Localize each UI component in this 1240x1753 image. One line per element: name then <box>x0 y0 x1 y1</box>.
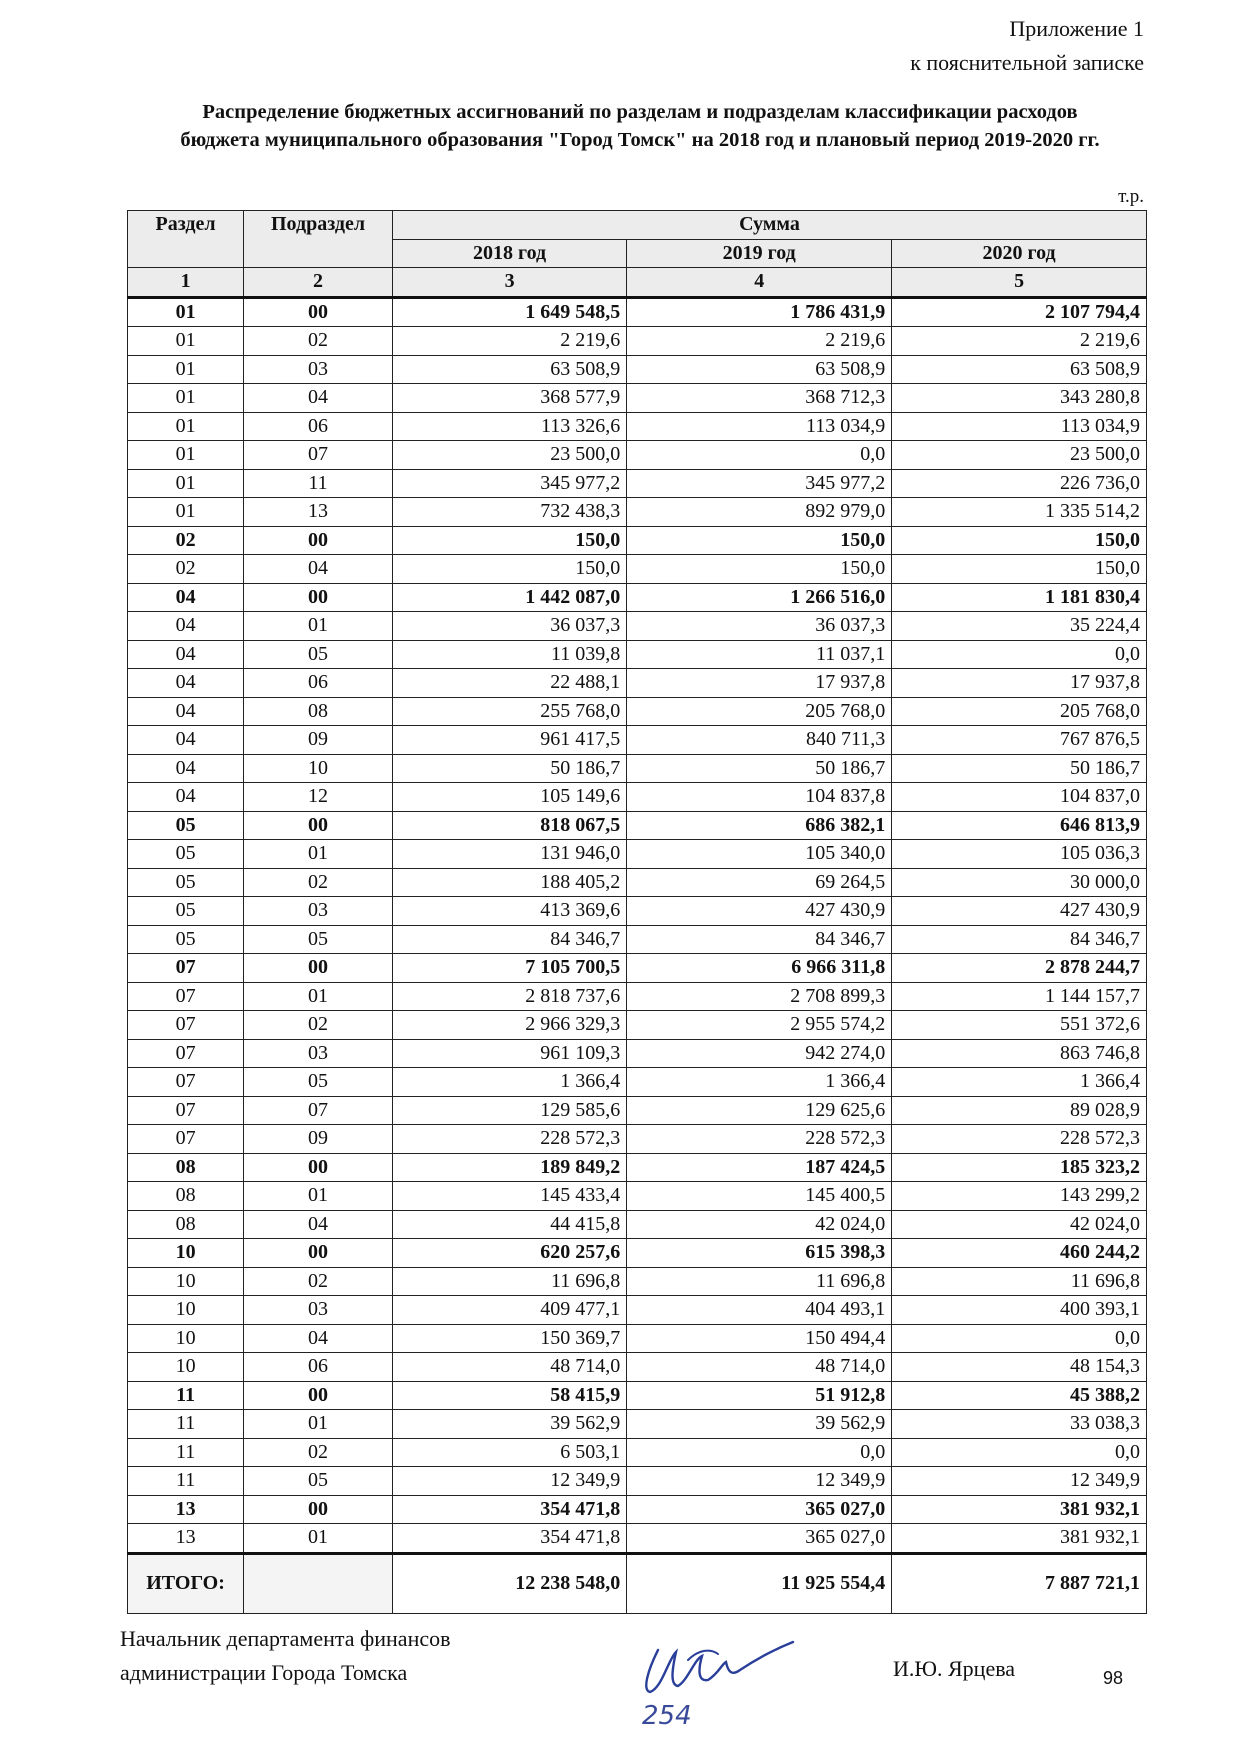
handwritten-number: 254 <box>642 1701 692 1730</box>
cell-section: 01 <box>128 412 244 441</box>
col-number-1: 1 <box>128 268 244 298</box>
cell-2018: 48 714,0 <box>392 1353 626 1382</box>
cell-2018: 11 696,8 <box>392 1267 626 1296</box>
cell-subsection: 00 <box>244 1381 393 1410</box>
cell-2018: 961 109,3 <box>392 1039 626 1068</box>
cell-section: 04 <box>128 583 244 612</box>
cell-section: 13 <box>128 1495 244 1524</box>
cell-2020: 33 038,3 <box>892 1410 1147 1439</box>
cell-2020: 427 430,9 <box>892 897 1147 926</box>
table-row <box>128 640 1147 669</box>
cell-subsection: 00 <box>244 811 393 840</box>
cell-2019: 39 562,9 <box>627 1410 892 1439</box>
cell-2020: 17 937,8 <box>892 669 1147 698</box>
unit-label: т.р. <box>1118 186 1144 207</box>
cell-subsection: 11 <box>244 469 393 498</box>
cell-subsection: 02 <box>244 868 393 897</box>
table-row <box>128 1239 1147 1268</box>
table-row <box>128 1353 1147 1382</box>
cell-2019: 145 400,5 <box>627 1182 892 1211</box>
table-row <box>128 1182 1147 1211</box>
table-row <box>128 925 1147 954</box>
cell-2020: 205 768,0 <box>892 697 1147 726</box>
cell-2019: 228 572,3 <box>627 1125 892 1154</box>
cell-2020: 12 349,9 <box>892 1467 1147 1496</box>
cell-2019: 615 398,3 <box>627 1239 892 1268</box>
cell-2020: 1 144 157,7 <box>892 982 1147 1011</box>
cell-2020: 381 932,1 <box>892 1495 1147 1524</box>
cell-2020: 23 500,0 <box>892 441 1147 470</box>
cell-2018: 961 417,5 <box>392 726 626 755</box>
cell-subsection: 01 <box>244 1410 393 1439</box>
cell-2019: 2 708 899,3 <box>627 982 892 1011</box>
cell-2020: 113 034,9 <box>892 412 1147 441</box>
cell-subsection: 07 <box>244 1096 393 1125</box>
cell-subsection: 00 <box>244 297 393 327</box>
position-line-1: Начальник департамента финансов <box>120 1626 451 1651</box>
cell-2019: 11 696,8 <box>627 1267 892 1296</box>
cell-2018: 189 849,2 <box>392 1153 626 1182</box>
table-row <box>128 811 1147 840</box>
cell-2018: 113 326,6 <box>392 412 626 441</box>
table-row <box>128 1381 1147 1410</box>
col-header-2019: 2019 год <box>627 239 892 268</box>
cell-2018: 7 105 700,5 <box>392 954 626 983</box>
cell-2019: 1 366,4 <box>627 1068 892 1097</box>
cell-2020: 105 036,3 <box>892 840 1147 869</box>
cell-subsection: 00 <box>244 1495 393 1524</box>
cell-subsection: 13 <box>244 498 393 527</box>
cell-2020: 84 346,7 <box>892 925 1147 954</box>
cell-2018: 39 562,9 <box>392 1410 626 1439</box>
cell-2020: 42 024,0 <box>892 1210 1147 1239</box>
cell-subsection: 10 <box>244 754 393 783</box>
cell-2020: 63 508,9 <box>892 355 1147 384</box>
cell-section: 11 <box>128 1438 244 1467</box>
cell-2019: 1 266 516,0 <box>627 583 892 612</box>
cell-section: 08 <box>128 1210 244 1239</box>
cell-2020: 30 000,0 <box>892 868 1147 897</box>
cell-section: 04 <box>128 783 244 812</box>
cell-section: 10 <box>128 1296 244 1325</box>
cell-2020: 1 335 514,2 <box>892 498 1147 527</box>
cell-subsection: 08 <box>244 697 393 726</box>
cell-subsection: 09 <box>244 726 393 755</box>
handwritten-signature <box>628 1630 798 1730</box>
cell-subsection: 03 <box>244 897 393 926</box>
table-row <box>128 1438 1147 1467</box>
table-row <box>128 1068 1147 1097</box>
cell-2018: 188 405,2 <box>392 868 626 897</box>
cell-subsection: 03 <box>244 355 393 384</box>
cell-section: 05 <box>128 897 244 926</box>
cell-2020: 35 224,4 <box>892 612 1147 641</box>
cell-section: 01 <box>128 355 244 384</box>
cell-section: 08 <box>128 1153 244 1182</box>
cell-2019: 105 340,0 <box>627 840 892 869</box>
cell-2018: 6 503,1 <box>392 1438 626 1467</box>
table-row <box>128 1296 1147 1325</box>
cell-subsection: 00 <box>244 1153 393 1182</box>
cell-2018: 50 186,7 <box>392 754 626 783</box>
cell-subsection: 00 <box>244 583 393 612</box>
cell-section: 01 <box>128 469 244 498</box>
cell-2020: 89 028,9 <box>892 1096 1147 1125</box>
cell-2018: 2 219,6 <box>392 327 626 356</box>
cell-section: 07 <box>128 1039 244 1068</box>
table-row <box>128 412 1147 441</box>
cell-section: 02 <box>128 555 244 584</box>
cell-subsection: 07 <box>244 441 393 470</box>
cell-section: 11 <box>128 1381 244 1410</box>
position-line-2: администрации Города Томска <box>120 1660 408 1685</box>
cell-2020: 0,0 <box>892 640 1147 669</box>
cell-2019: 892 979,0 <box>627 498 892 527</box>
col-number-2: 2 <box>244 268 393 298</box>
cell-2018: 23 500,0 <box>392 441 626 470</box>
cell-2018: 228 572,3 <box>392 1125 626 1154</box>
cell-section: 08 <box>128 1182 244 1211</box>
cell-subsection: 01 <box>244 1182 393 1211</box>
cell-2020: 767 876,5 <box>892 726 1147 755</box>
document-title <box>110 98 1170 154</box>
cell-2019: 0,0 <box>627 1438 892 1467</box>
table-row <box>128 726 1147 755</box>
table-row <box>128 612 1147 641</box>
cell-2018: 22 488,1 <box>392 669 626 698</box>
cell-2018: 12 349,9 <box>392 1467 626 1496</box>
cell-subsection: 01 <box>244 1524 393 1554</box>
table-row <box>128 384 1147 413</box>
cell-2020: 228 572,3 <box>892 1125 1147 1154</box>
cell-2018: 354 471,8 <box>392 1524 626 1554</box>
table-row <box>128 783 1147 812</box>
cell-subsection: 03 <box>244 1296 393 1325</box>
title-line-2: бюджета муниципального образования "Город Томск" на 2018 год и плановый период 2019-2020 гг. <box>180 129 1100 151</box>
cell-2019: 1 786 431,9 <box>627 297 892 327</box>
cell-subsection: 02 <box>244 1011 393 1040</box>
cell-section: 01 <box>128 297 244 327</box>
cell-subsection: 05 <box>244 640 393 669</box>
cell-2020: 343 280,8 <box>892 384 1147 413</box>
cell-section: 05 <box>128 840 244 869</box>
cell-2020: 460 244,2 <box>892 1239 1147 1268</box>
table-row <box>128 954 1147 983</box>
cell-subsection: 04 <box>244 384 393 413</box>
table-row <box>128 1495 1147 1524</box>
cell-2019: 36 037,3 <box>627 612 892 641</box>
table-row <box>128 1153 1147 1182</box>
cell-2018: 732 438,3 <box>392 498 626 527</box>
cell-2018: 36 037,3 <box>392 612 626 641</box>
cell-2019: 187 424,5 <box>627 1153 892 1182</box>
cell-2018: 11 039,8 <box>392 640 626 669</box>
cell-2020: 863 746,8 <box>892 1039 1147 1068</box>
cell-subsection: 04 <box>244 555 393 584</box>
cell-2020: 150,0 <box>892 526 1147 555</box>
cell-2020: 0,0 <box>892 1438 1147 1467</box>
cell-2018: 368 577,9 <box>392 384 626 413</box>
cell-subsection: 05 <box>244 1068 393 1097</box>
cell-subsection: 00 <box>244 954 393 983</box>
cell-2020: 185 323,2 <box>892 1153 1147 1182</box>
table-row <box>128 1324 1147 1353</box>
cell-2018: 131 946,0 <box>392 840 626 869</box>
cell-2020: 2 107 794,4 <box>892 297 1147 327</box>
cell-section: 07 <box>128 1096 244 1125</box>
cell-2019: 51 912,8 <box>627 1381 892 1410</box>
table-row <box>128 555 1147 584</box>
table-row <box>128 355 1147 384</box>
table-row <box>128 1039 1147 1068</box>
cell-2020: 0,0 <box>892 1324 1147 1353</box>
cell-2018: 1 366,4 <box>392 1068 626 1097</box>
cell-section: 05 <box>128 868 244 897</box>
cell-2020: 1 366,4 <box>892 1068 1147 1097</box>
total-empty-cell <box>244 1553 393 1613</box>
cell-2019: 365 027,0 <box>627 1495 892 1524</box>
cell-2019: 69 264,5 <box>627 868 892 897</box>
cell-2019: 368 712,3 <box>627 384 892 413</box>
cell-section: 04 <box>128 726 244 755</box>
table-row <box>128 754 1147 783</box>
cell-2020: 400 393,1 <box>892 1296 1147 1325</box>
cell-2018: 1 442 087,0 <box>392 583 626 612</box>
cell-section: 05 <box>128 811 244 840</box>
cell-2018: 413 369,6 <box>392 897 626 926</box>
cell-2020: 226 736,0 <box>892 469 1147 498</box>
cell-section: 02 <box>128 526 244 555</box>
cell-2019: 63 508,9 <box>627 355 892 384</box>
cell-subsection: 02 <box>244 327 393 356</box>
cell-2018: 620 257,6 <box>392 1239 626 1268</box>
cell-2020: 646 813,9 <box>892 811 1147 840</box>
table-row <box>128 697 1147 726</box>
cell-2019: 104 837,8 <box>627 783 892 812</box>
total-row <box>128 1553 1147 1613</box>
cell-2019: 42 024,0 <box>627 1210 892 1239</box>
cell-2019: 150,0 <box>627 555 892 584</box>
cell-2019: 50 186,7 <box>627 754 892 783</box>
col-header-2020: 2020 год <box>892 239 1147 268</box>
cell-subsection: 02 <box>244 1438 393 1467</box>
table-row <box>128 1267 1147 1296</box>
cell-subsection: 06 <box>244 669 393 698</box>
cell-2019: 404 493,1 <box>627 1296 892 1325</box>
cell-2018: 145 433,4 <box>392 1182 626 1211</box>
table-row <box>128 469 1147 498</box>
signer-name: И.Ю. Ярцева <box>893 1656 1016 1681</box>
cell-2019: 205 768,0 <box>627 697 892 726</box>
cell-section: 04 <box>128 697 244 726</box>
cell-section: 07 <box>128 1011 244 1040</box>
col-header-section: Раздел <box>128 211 244 268</box>
cell-section: 07 <box>128 1068 244 1097</box>
total-2019: 11 925 554,4 <box>627 1553 892 1613</box>
cell-2018: 129 585,6 <box>392 1096 626 1125</box>
cell-2020: 381 932,1 <box>892 1524 1147 1554</box>
cell-2018: 84 346,7 <box>392 925 626 954</box>
col-header-sum: Сумма <box>392 211 1146 240</box>
cell-2019: 365 027,0 <box>627 1524 892 1554</box>
cell-2018: 818 067,5 <box>392 811 626 840</box>
cell-section: 10 <box>128 1324 244 1353</box>
cell-2020: 2 219,6 <box>892 327 1147 356</box>
cell-subsection: 05 <box>244 925 393 954</box>
col-number-4: 4 <box>627 268 892 298</box>
cell-2020: 551 372,6 <box>892 1011 1147 1040</box>
cell-2020: 11 696,8 <box>892 1267 1147 1296</box>
cell-section: 01 <box>128 441 244 470</box>
cell-2019: 84 346,7 <box>627 925 892 954</box>
col-number-5: 5 <box>892 268 1147 298</box>
cell-2018: 2 966 329,3 <box>392 1011 626 1040</box>
appendix-line-2: к пояснительной записке <box>910 50 1144 75</box>
cell-section: 04 <box>128 754 244 783</box>
cell-2019: 150,0 <box>627 526 892 555</box>
cell-2019: 427 430,9 <box>627 897 892 926</box>
cell-2019: 840 711,3 <box>627 726 892 755</box>
cell-2019: 6 966 311,8 <box>627 954 892 983</box>
table-row <box>128 868 1147 897</box>
cell-2018: 345 977,2 <box>392 469 626 498</box>
cell-section: 01 <box>128 498 244 527</box>
cell-2018: 105 149,6 <box>392 783 626 812</box>
col-header-subsection: Подраздел <box>244 211 393 268</box>
cell-2018: 150,0 <box>392 526 626 555</box>
cell-2020: 50 186,7 <box>892 754 1147 783</box>
cell-subsection: 06 <box>244 1353 393 1382</box>
table-row <box>128 1011 1147 1040</box>
cell-2019: 345 977,2 <box>627 469 892 498</box>
cell-section: 10 <box>128 1239 244 1268</box>
cell-section: 05 <box>128 925 244 954</box>
cell-2020: 143 299,2 <box>892 1182 1147 1211</box>
cell-section: 07 <box>128 954 244 983</box>
table-row <box>128 327 1147 356</box>
cell-2018: 354 471,8 <box>392 1495 626 1524</box>
cell-section: 11 <box>128 1410 244 1439</box>
cell-2019: 150 494,4 <box>627 1324 892 1353</box>
cell-2018: 150,0 <box>392 555 626 584</box>
cell-section: 01 <box>128 384 244 413</box>
cell-2020: 48 154,3 <box>892 1353 1147 1382</box>
cell-subsection: 09 <box>244 1125 393 1154</box>
table-row <box>128 297 1147 327</box>
cell-subsection: 01 <box>244 982 393 1011</box>
cell-section: 13 <box>128 1524 244 1554</box>
cell-2018: 409 477,1 <box>392 1296 626 1325</box>
cell-section: 04 <box>128 640 244 669</box>
cell-subsection: 12 <box>244 783 393 812</box>
cell-subsection: 04 <box>244 1324 393 1353</box>
cell-2019: 17 937,8 <box>627 669 892 698</box>
cell-2019: 686 382,1 <box>627 811 892 840</box>
cell-2020: 2 878 244,7 <box>892 954 1147 983</box>
table-row <box>128 1210 1147 1239</box>
cell-2019: 129 625,6 <box>627 1096 892 1125</box>
cell-section: 07 <box>128 982 244 1011</box>
cell-subsection: 05 <box>244 1467 393 1496</box>
cell-subsection: 02 <box>244 1267 393 1296</box>
cell-2019: 113 034,9 <box>627 412 892 441</box>
cell-section: 11 <box>128 1467 244 1496</box>
cell-2019: 12 349,9 <box>627 1467 892 1496</box>
cell-section: 04 <box>128 612 244 641</box>
cell-2018: 1 649 548,5 <box>392 297 626 327</box>
cell-section: 10 <box>128 1353 244 1382</box>
title-line-1: Распределение бюджетных ассигнований по разделам и подразделам классификации расходов <box>202 101 1078 123</box>
table-row <box>128 840 1147 869</box>
table-body <box>128 297 1147 1553</box>
table-row <box>128 982 1147 1011</box>
cell-2020: 104 837,0 <box>892 783 1147 812</box>
signature-block <box>120 1622 451 1690</box>
table-row <box>128 526 1147 555</box>
table-row <box>128 1125 1147 1154</box>
table-row <box>128 1410 1147 1439</box>
total-2020: 7 887 721,1 <box>892 1553 1147 1613</box>
cell-2019: 942 274,0 <box>627 1039 892 1068</box>
table-row <box>128 897 1147 926</box>
cell-section: 04 <box>128 669 244 698</box>
budget-table <box>127 210 1147 1614</box>
appendix-line-1: Приложение 1 <box>1009 16 1144 41</box>
cell-subsection: 00 <box>244 526 393 555</box>
appendix-note <box>910 12 1144 80</box>
total-label: ИТОГО: <box>128 1553 244 1613</box>
cell-2019: 48 714,0 <box>627 1353 892 1382</box>
col-header-2018: 2018 год <box>392 239 626 268</box>
cell-subsection: 06 <box>244 412 393 441</box>
cell-2019: 2 955 574,2 <box>627 1011 892 1040</box>
cell-2019: 11 037,1 <box>627 640 892 669</box>
cell-section: 10 <box>128 1267 244 1296</box>
cell-section: 07 <box>128 1125 244 1154</box>
table-row <box>128 441 1147 470</box>
cell-2018: 255 768,0 <box>392 697 626 726</box>
cell-subsection: 00 <box>244 1239 393 1268</box>
cell-2018: 44 415,8 <box>392 1210 626 1239</box>
cell-subsection: 01 <box>244 612 393 641</box>
cell-2020: 45 388,2 <box>892 1381 1147 1410</box>
table-row <box>128 583 1147 612</box>
table-row <box>128 1467 1147 1496</box>
table-row <box>128 669 1147 698</box>
cell-section: 01 <box>128 327 244 356</box>
cell-2020: 150,0 <box>892 555 1147 584</box>
cell-2020: 1 181 830,4 <box>892 583 1147 612</box>
cell-subsection: 04 <box>244 1210 393 1239</box>
table-row <box>128 1524 1147 1554</box>
cell-2018: 150 369,7 <box>392 1324 626 1353</box>
table-row <box>128 1096 1147 1125</box>
cell-2019: 0,0 <box>627 441 892 470</box>
cell-2018: 58 415,9 <box>392 1381 626 1410</box>
page-number: 98 <box>1103 1668 1124 1688</box>
total-2018: 12 238 548,0 <box>392 1553 626 1613</box>
cell-2019: 2 219,6 <box>627 327 892 356</box>
cell-subsection: 03 <box>244 1039 393 1068</box>
col-number-3: 3 <box>392 268 626 298</box>
cell-subsection: 01 <box>244 840 393 869</box>
cell-2018: 2 818 737,6 <box>392 982 626 1011</box>
cell-2018: 63 508,9 <box>392 355 626 384</box>
table-row <box>128 498 1147 527</box>
